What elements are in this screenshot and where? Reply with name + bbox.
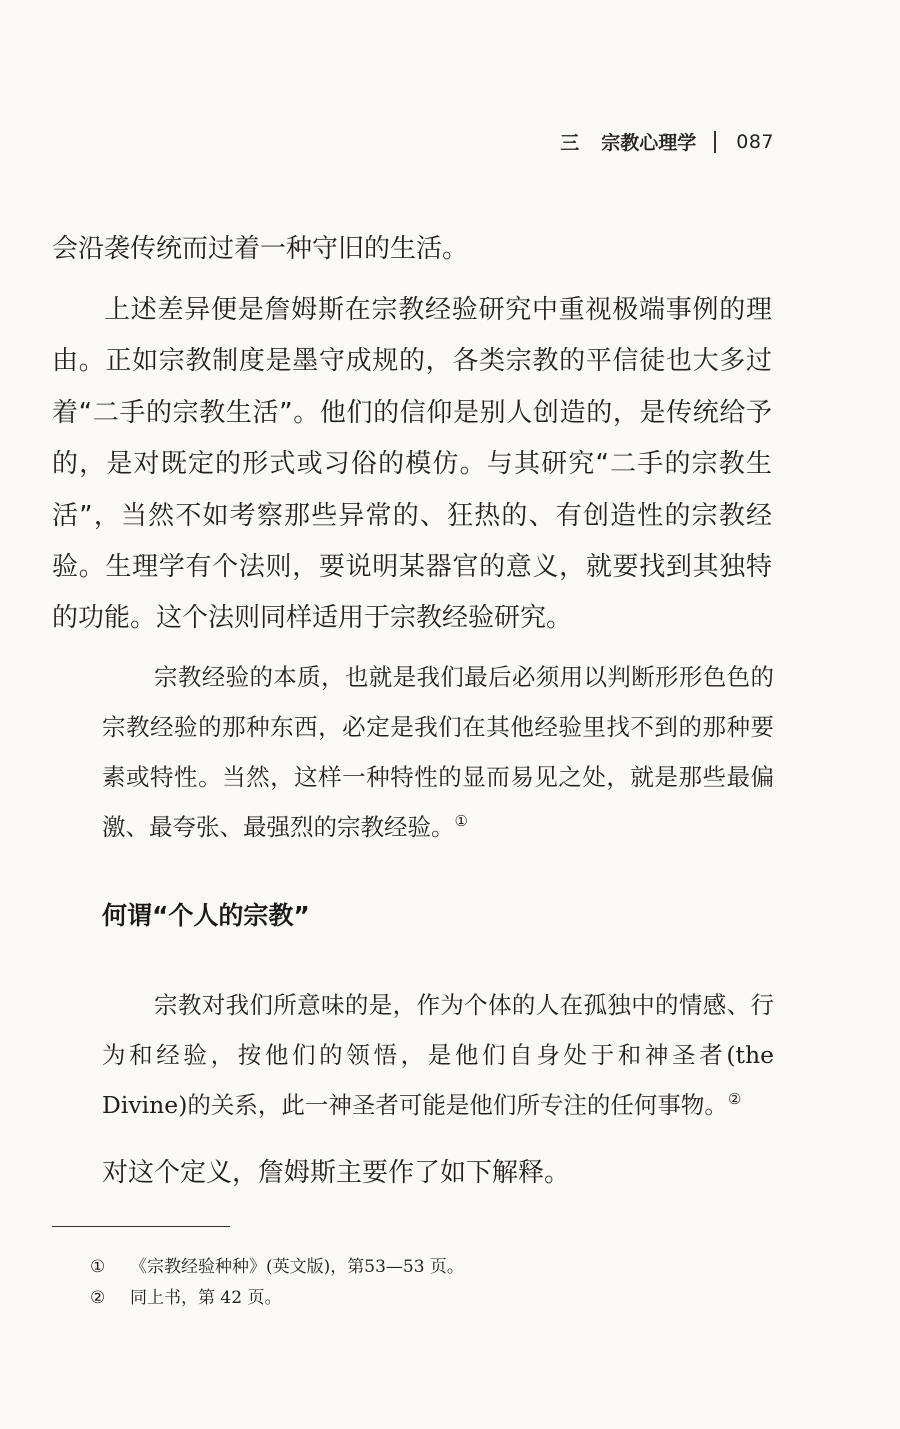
footnote-divider [52,1226,230,1227]
footnote-item [90,1283,464,1314]
paragraph-after-quote: 对这个定义，詹姆斯主要作了如下解释。 [102,1158,571,1188]
block-quote-1-text: 宗教经验的本质，也就是我们最后必须用以判断形形色色的宗教经验的那种东西，必定是我们在其他经验里找不到的那种要素或特性。当然，这样一种特性的显而易见之处，就是那些最偏激、最夸张、最强烈的宗教经验。 [102,663,774,841]
footnote-ref-1[interactable]: ① [454,812,468,831]
footnote-ref-2[interactable]: ② [727,1090,742,1109]
footnote-number: ② [90,1288,106,1308]
paragraph-main: 上述差异便是詹姆斯在宗教经验研究中重视极端事例的理由。正如宗教制度是墨守成规的，各类宗教的平信徒也大多过着“二手的宗教生活”。他们的信仰是别人创造的，是传统给予的，是对既定的形式或习俗的模仿。与其研究“二手的宗教生活”，当然不如考察那些异常的、狂热的、有创造性的宗教经验。生理学有个法则，要说明某器官的意义，就要找到其独特的功能。这个法则同样适用于宗教经验研究。 [52,295,772,634]
footnote-number: ① [90,1257,106,1277]
page-number: 087 [736,130,774,153]
running-header [560,128,774,155]
section-heading: 何谓“个人的宗教” [102,901,310,930]
chapter-number: 三 [560,132,580,154]
paragraph-continuation: 会沿袭传统而过着一种守旧的生活。 [52,234,469,264]
block-quote-2 [102,980,774,1130]
block-quote-2-text: 宗教对我们所意味的是，作为个体的人在孤独中的情感、行为和经验，按他们的领悟，是他们自身处于和神圣者(the Divine)的关系，此一神圣者可能是他们所专注的任何事物。 [102,991,774,1119]
footnote-item [90,1252,464,1283]
footnote-text: 同上书，第 42 页。 [130,1288,282,1308]
block-quote-1 [102,652,774,852]
footnotes-list [90,1252,464,1314]
chapter-title: 宗教心理学 [601,132,697,154]
header-separator [714,131,716,153]
footnote-text: 《宗教经验种种》(英文版)，第53—53 页。 [130,1257,464,1277]
